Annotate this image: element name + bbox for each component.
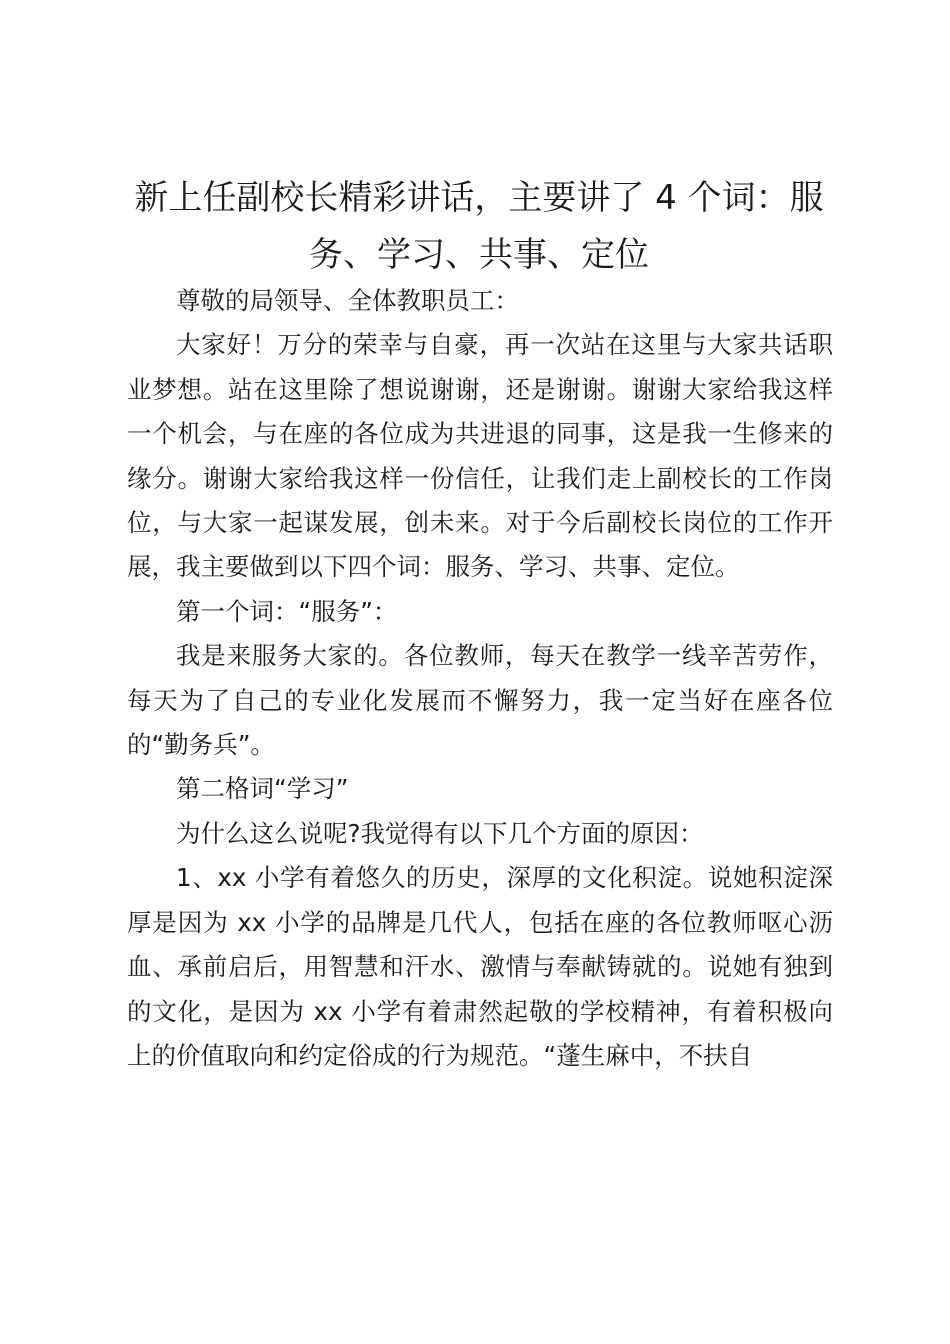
reason-intro-paragraph: 为什么这么说呢?我觉得有以下几个方面的原因： [176,818,704,848]
salutation-paragraph: 尊敬的局领导、全体教职员工： [176,286,519,315]
opening-paragraph: 大家好！万分的荣幸与自豪，再一次站在这里与大家共话职业梦想。站在这里除了想说谢谢，还是谢谢。谢谢大家给我这样一个机会，与在座的各位成为共进退的同事，这是我一生修来的缘分。谢谢大家给我这样一份信任，让我们走上副校长的工作岗位，与大家一起谋发展，创未来。对于今后副校长岗位的工作开展，我主要做到以下四个词：服务、学习、共事、定位。 [127,330,833,582]
reason-one-paragraph: 1、xx 小学有着悠久的历史，深厚的文化积淀。说她积淀深厚是因为 xx 小学的品牌是几代人，包括在座的各位教师呕心沥血、承前启后，用智慧和汗水、激情与奉献铸就的。说她有独到的文化，是因为 xx 小学有着肃然起敬的学校精神，有着积极向上的价值取向和约定俗成的行为规范。“蓬生麻中，不扶自 [127,863,833,1070]
service-paragraph: 我是来服务大家的。各位教师，每天在教学一线辛苦劳作，每天为了自己的专业化发展而不懈努力，我一定当好在座各位的“勤务兵”。 [127,641,833,760]
document-title: 新上任副校长精彩讲话，主要讲了 4 个词：服务、学习、共事、定位 [134,178,824,275]
section-heading-service: 第一个词：“服务”： [176,596,398,626]
document-body [127,279,833,1078]
section-heading-study: 第二格词“学习” [176,774,349,804]
